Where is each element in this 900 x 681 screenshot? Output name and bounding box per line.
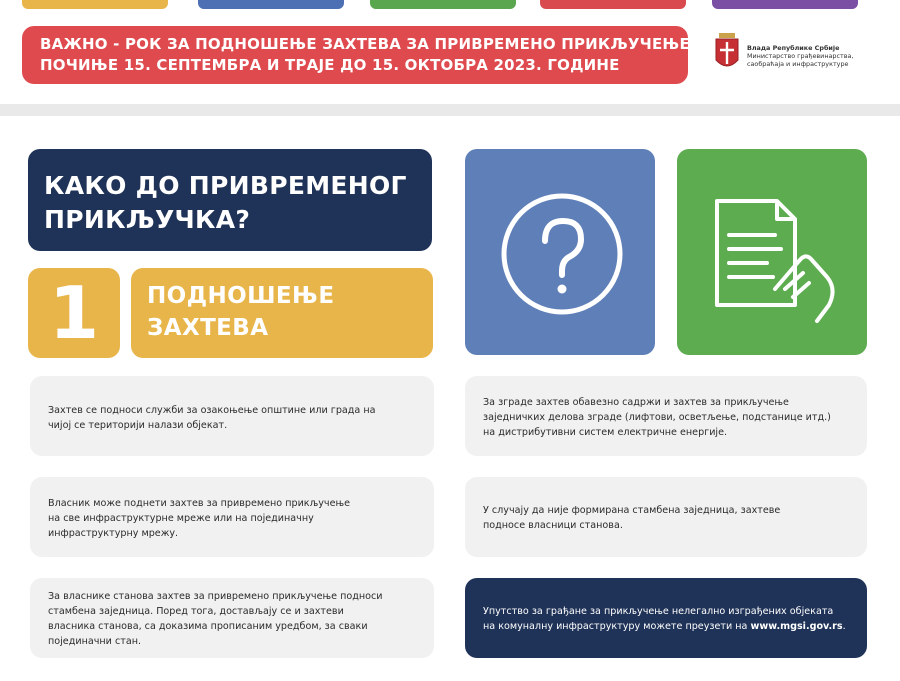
header-band	[0, 0, 900, 104]
serbia-coat-of-arms-icon	[714, 30, 740, 74]
info-card-1-line-1: Захтев се подноси служби за озакоњење општине или града на	[48, 405, 376, 416]
deadline-alert-banner	[22, 26, 688, 84]
website-link[interactable]: www.mgsi.gov.rs	[750, 621, 843, 632]
page-title	[28, 149, 432, 251]
info-card-5-line-4: појединачни стан.	[48, 636, 142, 647]
ministry-line-1: Влада Републике Србије	[747, 44, 840, 52]
info-card-5-line-2: стамбена заједница. Поред тога, достављају се и захтеви	[48, 606, 344, 617]
color-strip-green	[370, 0, 516, 9]
info-card-2-line-1: За зграде захтев обавезно садржи и захтев за прикључење	[483, 397, 789, 408]
info-card-6-line-1: Упутство за грађане за прикључење нелегално изграђених објеката	[483, 606, 834, 617]
info-card-4-line-2: подносе власници станова.	[483, 520, 623, 531]
color-strip-red	[540, 0, 686, 9]
info-card-2-line-3: на дистрибутивни систем електричне енергије.	[483, 427, 728, 438]
info-card-5-line-3: власника станова, са доказима прописаним уредбом, за сваки	[48, 621, 368, 632]
question-tile	[465, 149, 655, 355]
step-number-badge: 1	[28, 268, 120, 358]
question-mark-icon	[465, 149, 655, 355]
info-card-6-line-2	[483, 619, 867, 634]
ministry-line-2: Министарство грађевинарства,	[747, 52, 854, 60]
info-card-4-line-1: У случају да није формирана стамбена заједница, захтеве	[483, 505, 781, 516]
title-line-2: ПРИКЉУЧКА?	[44, 205, 251, 234]
step-title-line-1: ПОДНОШЕЊЕ	[147, 283, 335, 309]
info-card-5	[30, 578, 434, 658]
document-tile	[677, 149, 867, 355]
info-card-6-period: .	[842, 621, 846, 632]
color-strip-purple	[712, 0, 858, 9]
info-card-5-line-1: За власнике станова захтев за привремено прикључење подноси	[48, 591, 383, 602]
info-card-3-line-2: на све инфраструктурне мреже или на појединачну	[48, 513, 314, 524]
step-title-line-2: ЗАХТЕВА	[147, 315, 269, 341]
color-strip-blue	[198, 0, 344, 9]
info-card-6	[465, 578, 867, 658]
info-card-3-line-1: Власник може поднети захтев за привремено прикључење	[48, 498, 351, 509]
info-card-1	[30, 376, 434, 456]
title-line-1: КАКО ДО ПРИВРЕМЕНОГ	[44, 171, 407, 200]
color-strip-yellow	[22, 0, 168, 9]
info-card-6-line-2-text: на комуналну инфраструктуру можете преузети на	[483, 621, 751, 632]
alert-line-2: ПОЧИЊЕ 15. СЕПТЕМБРА И ТРАЈЕ ДО 15. ОКТОБРА 2023. ГОДИНЕ	[40, 56, 620, 74]
info-card-4	[465, 477, 867, 557]
info-card-2-line-2: заједничких делова зграде (лифтови, осветљење, подстанице итд.)	[483, 412, 831, 423]
document-in-hand-icon	[677, 149, 867, 355]
ministry-logo-text	[747, 44, 887, 68]
info-card-3	[30, 477, 434, 557]
info-card-2	[465, 376, 867, 456]
info-card-1-line-2: чијој се територији налази објекат.	[48, 420, 228, 431]
info-card-3-line-3: инфраструктурну мрежу.	[48, 528, 179, 539]
alert-line-1: ВАЖНО - РОК ЗА ПОДНОШЕЊЕ ЗАХТЕВА ЗА ПРИВРЕМЕНО ПРИКЉУЧЕЊЕ	[40, 35, 690, 53]
step-title	[131, 268, 433, 358]
ministry-line-3: саобраћаја и инфраструктуре	[747, 60, 849, 68]
